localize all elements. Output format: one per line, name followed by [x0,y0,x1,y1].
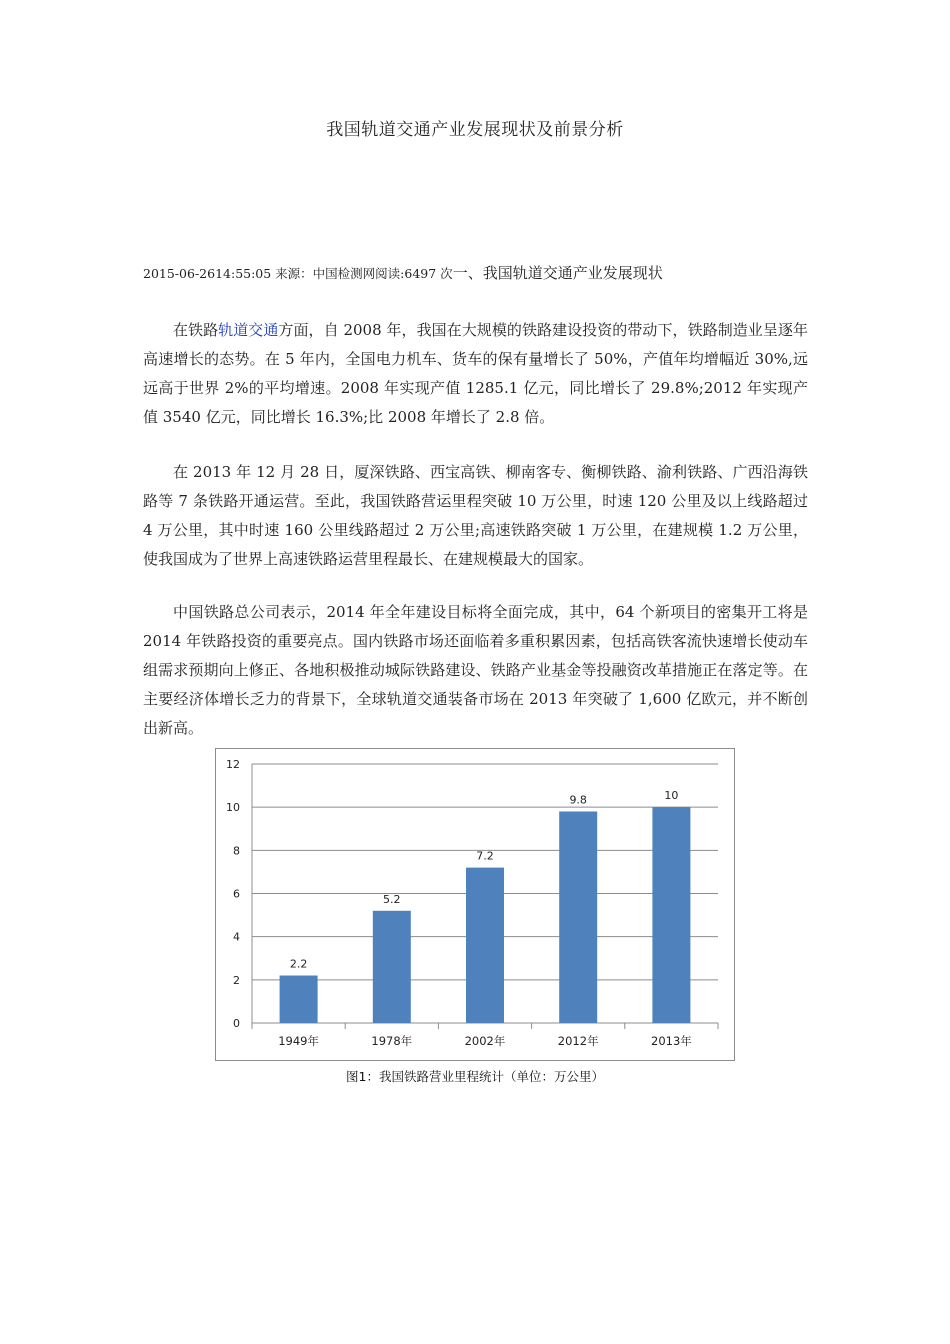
x-tick-label: 2012年 [557,1034,599,1048]
bar-1978年 [373,911,411,1023]
data-label: 2.2 [289,957,308,971]
y-tick-label: 12 [226,758,240,771]
x-tick-label: 1949年 [278,1034,319,1048]
y-tick-label: 6 [233,887,240,901]
x-tick-label: 2013年 [651,1034,692,1048]
chart-svg [215,748,735,1061]
bar-2013年 [652,807,690,1023]
y-tick-label: 8 [233,844,240,858]
section-heading: 一、我国轨道交通产业发展现状 [452,264,663,282]
y-tick-label: 2 [233,973,240,987]
bar-2012年 [559,811,597,1023]
y-tick-label: 4 [233,930,240,944]
page-title: 我国轨道交通产业发展现状及前景分析 [326,120,624,140]
paragraph-1-body: 方面，自 2008 年，我国在大规模的铁路建设投资的带动下，铁路制造业呈逐年高速增长的态势。在 5 年内，全国电力机车、货车的保有量增长了 50%，产值年均增幅近 30%,远远高于世界 2%的平均增速。2008 年实现产值 1285.1 亿元，同比增长了 29.8%;2012 年实现产值 3540 亿元，同比增长 16.3%;比 2008 年增长了 2.8 倍。 [143,321,808,426]
x-tick-label: 2002年 [464,1034,506,1048]
paragraph-1-lead: 在铁路 [173,321,219,339]
data-label: 7.2 [476,849,494,863]
paragraph-3: 中国铁路总公司表示，2014 年全年建设目标将全面完成，其中，64 个新项目的密集开工将是 2014 年铁路投资的重要亮点。国内铁路市场还面临着多重积累因素，包括高铁客流快速增长使动车组需求预期向上修正、各地积极推动城际铁路建设、铁路产业基金等投融资改革措施正在落定等。在主要经济体增长乏力的背景下，全球轨道交通装备市场在 2013 年突破了 1,600 亿欧元，并不断创出新高。 [143,603,808,737]
data-label: 5.2 [383,892,401,906]
data-label: 10 [664,789,679,803]
bar-2002年 [466,868,504,1023]
paragraph-2: 在 2013 年 12 月 28 日，厦深铁路、西宝高铁、柳南客专、衡柳铁路、渝利铁路、广西沿海铁路等 7 条铁路开通运营。至此，我国铁路营运里程突破 10 万公里，时速 120 公里及以上线路超过 4 万公里，其中时速 160 公里线路超过 2 万公里;高速铁路突破 1 万公里，在建规模 1.2 万公里，使我国成为了世界上高速铁路运营里程最长、在建规模最大的国家。 [143,463,808,568]
figure-caption: 图1：我国铁路营业里程统计（单位：万公里） [346,1069,604,1084]
paragraph-1 [143,316,808,432]
meta-line: 2015-06-2614:55:05 来源：中国检测网阅读:6497 次 [143,266,453,281]
y-tick-label: 0 [233,1017,240,1030]
x-tick-label: 1978年 [371,1034,413,1048]
rail-transit-link[interactable]: 轨道交通 [218,321,279,339]
railway-mileage-chart [215,748,735,1061]
y-tick-label: 10 [226,801,240,815]
article-meta [143,262,823,283]
data-label: 9.8 [569,793,587,807]
bar-1949年 [280,976,318,1023]
